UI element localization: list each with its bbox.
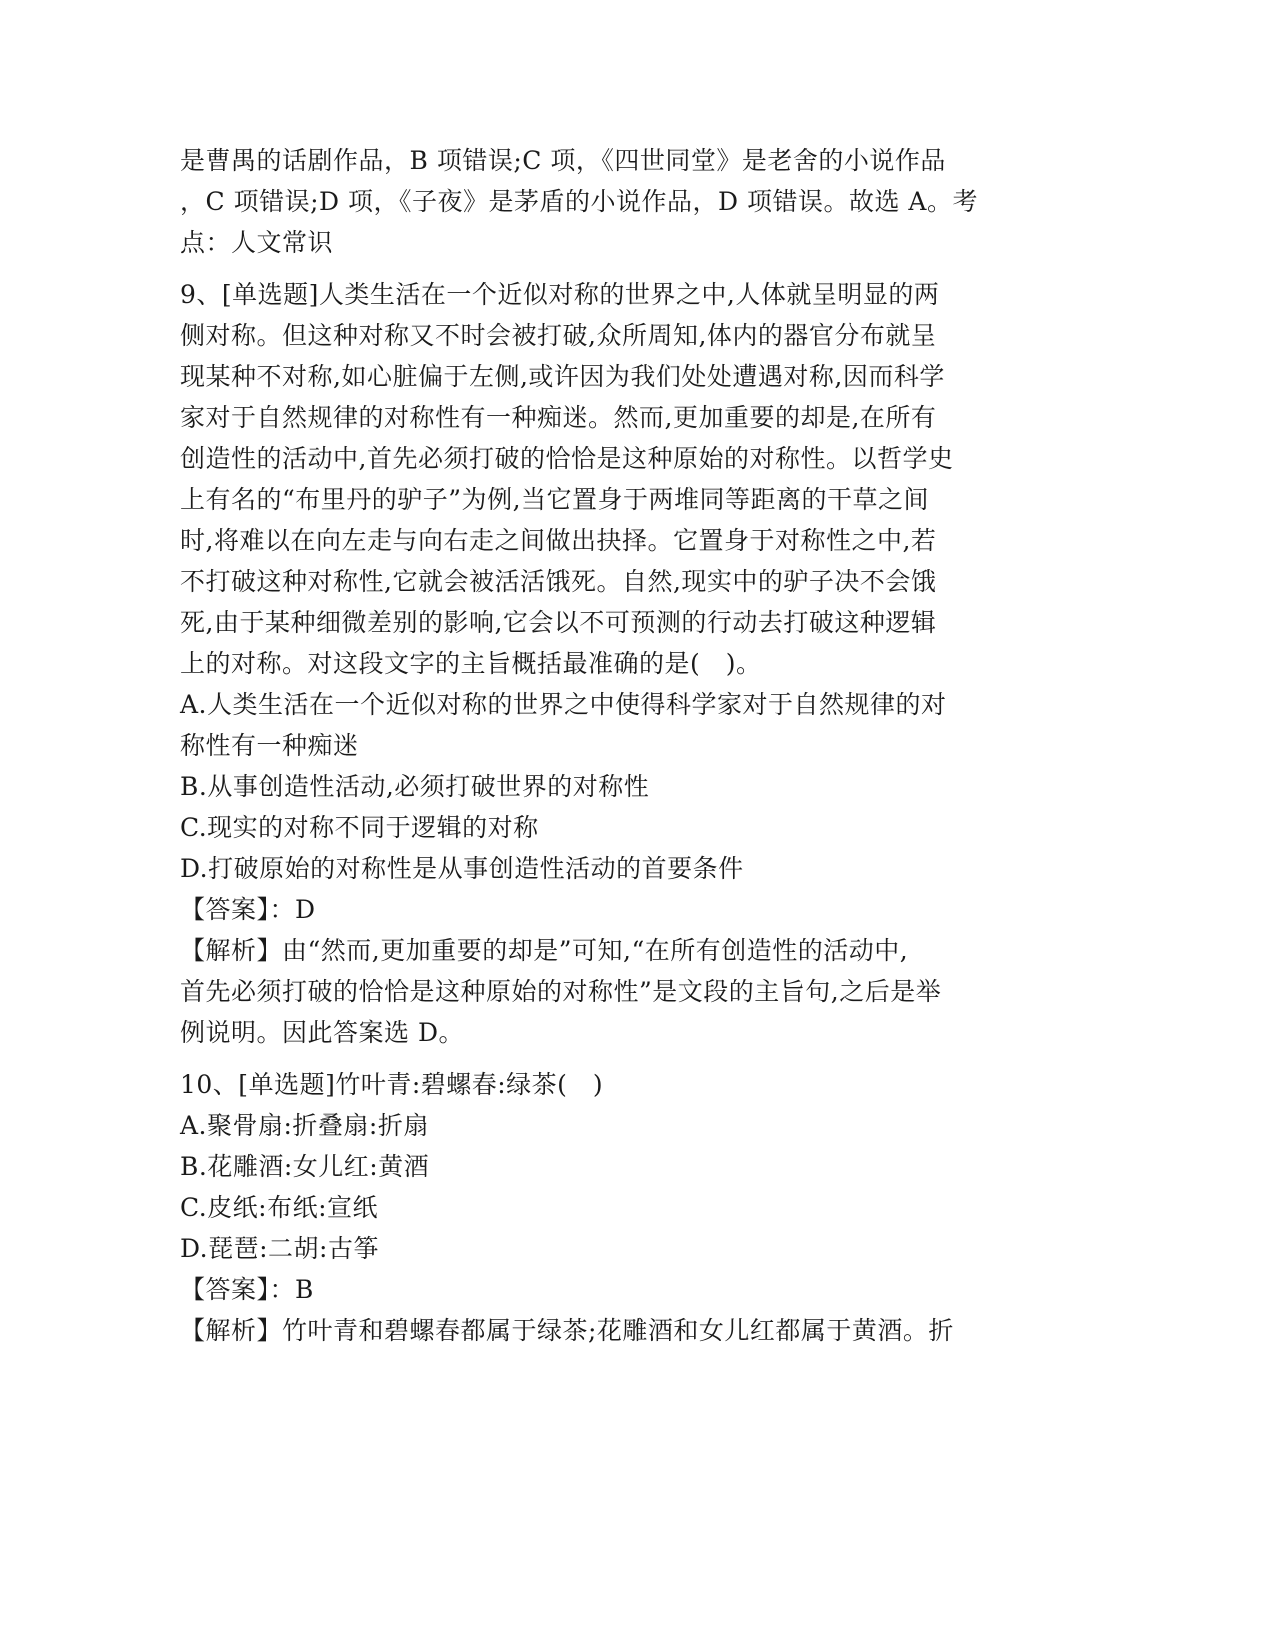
question-9-options bbox=[180, 684, 1030, 889]
option-a: A.聚骨扇:折叠扇:折扇 bbox=[180, 1111, 429, 1140]
option-b: B.从事创造性活动,必须打破世界的对称性 bbox=[180, 772, 650, 801]
text-line: ，C 项错误;D 项，《子夜》是茅盾的小说作品，D 项错误。故选 A。考 bbox=[180, 187, 978, 216]
previous-explanation bbox=[180, 140, 1030, 263]
text-line: 侧对称。但这种对称又不时会被打破,众所周知,体内的器官分布就呈 bbox=[180, 321, 937, 350]
option-c: C.现实的对称不同于逻辑的对称 bbox=[180, 813, 539, 842]
question-10-answer: 【答案】：B bbox=[180, 1275, 314, 1304]
document-page bbox=[180, 140, 1030, 1351]
question-10-stem: 10、[单选题]竹叶青:碧螺春:绿茶( ) bbox=[180, 1070, 604, 1099]
text-line: 【解析】由“然而,更加重要的却是”可知,“在所有创造性的活动中, bbox=[180, 936, 909, 965]
text-line: 上有名的“布里丹的驴子”为例,当它置身于两堆同等距离的干草之间 bbox=[180, 485, 930, 514]
text-line: 家对于自然规律的对称性有一种痴迷。然而,更加重要的却是,在所有 bbox=[180, 403, 937, 432]
option-a: A.人类生活在一个近似对称的世界之中使得科学家对于自然规律的对 bbox=[180, 690, 947, 719]
text-line: 死,由于某种细微差别的影响,它会以不可预测的行动去打破这种逻辑 bbox=[180, 608, 937, 637]
option-d: D.打破原始的对称性是从事创造性活动的首要条件 bbox=[180, 854, 744, 883]
option-a-continued: 称性有一种痴迷 bbox=[180, 731, 359, 760]
question-9 bbox=[180, 274, 1030, 1053]
question-9-explanation bbox=[180, 930, 1030, 1053]
text-line: 例说明。因此答案选 D。 bbox=[180, 1018, 464, 1047]
text-line: 点：人文常识 bbox=[180, 228, 334, 257]
text-line: 现某种不对称,如心脏偏于左侧,或许因为我们处处遭遇对称,因而科学 bbox=[180, 362, 945, 391]
text-line: 不打破这种对称性,它就会被活活饿死。自然,现实中的驴子决不会饿 bbox=[180, 567, 937, 596]
text-line: 上的对称。对这段文字的主旨概括最准确的是( )。 bbox=[180, 649, 762, 678]
option-c: C.皮纸:布纸:宣纸 bbox=[180, 1193, 379, 1222]
text-line: 创造性的活动中,首先必须打破的恰恰是这种原始的对称性。以哲学史 bbox=[180, 444, 954, 473]
question-9-answer: 【答案】：D bbox=[180, 895, 316, 924]
option-b: B.花雕酒:女儿红:黄酒 bbox=[180, 1152, 430, 1181]
question-10 bbox=[180, 1064, 1030, 1351]
text-line: 时,将难以在向左走与向右走之间做出抉择。它置身于对称性之中,若 bbox=[180, 526, 937, 555]
question-10-explanation: 【解析】竹叶青和碧螺春都属于绿茶;花雕酒和女儿红都属于黄酒。折 bbox=[180, 1316, 954, 1345]
text-line: 是曹禺的话剧作品，B 项错误;C 项，《四世同堂》是老舍的小说作品 bbox=[180, 146, 946, 175]
text-line: 9、[单选题]人类生活在一个近似对称的世界之中,人体就呈明显的两 bbox=[180, 280, 940, 309]
text-line: 首先必须打破的恰恰是这种原始的对称性”是文段的主旨句,之后是举 bbox=[180, 977, 942, 1006]
option-d: D.琵琶:二胡:古筝 bbox=[180, 1234, 379, 1263]
question-9-stem bbox=[180, 274, 1030, 684]
question-10-options bbox=[180, 1105, 1030, 1269]
